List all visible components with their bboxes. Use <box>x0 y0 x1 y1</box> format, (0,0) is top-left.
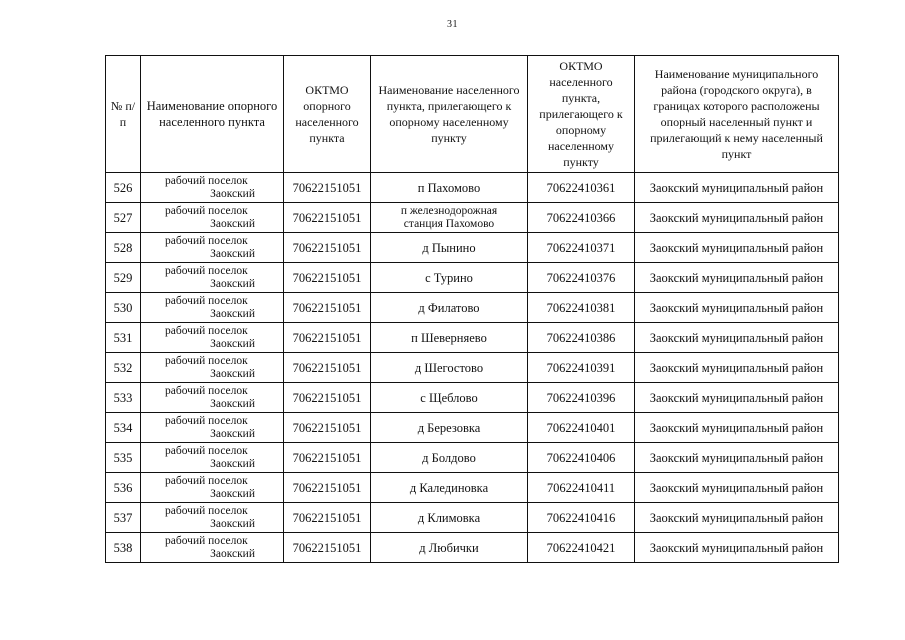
row-number: 527 <box>106 203 141 233</box>
adjacent-settlement: с Щеблово <box>371 383 528 413</box>
support-settlement-type: рабочий поселок <box>165 204 248 217</box>
support-oktmo: 70622151051 <box>284 383 371 413</box>
support-settlement-cell <box>141 233 284 263</box>
support-oktmo: 70622151051 <box>284 533 371 563</box>
district-name: Заокский муниципальный район <box>635 233 839 263</box>
adjacent-settlement: д Филатово <box>371 293 528 323</box>
district-name: Заокский муниципальный район <box>635 293 839 323</box>
adjacent-oktmo: 70622410361 <box>528 173 635 203</box>
support-settlement-name: Заокский <box>210 547 255 560</box>
support-oktmo: 70622151051 <box>284 323 371 353</box>
adjacent-settlement-line1: п железнодорожная <box>400 204 498 217</box>
district-name: Заокский муниципальный район <box>635 323 839 353</box>
support-settlement-type: рабочий поселок <box>165 264 248 277</box>
adjacent-settlement: д Болдово <box>371 443 528 473</box>
support-settlement-type: рабочий поселок <box>165 384 248 397</box>
header-support-settlement: Наименование опорного населенного пункта <box>141 56 284 173</box>
support-oktmo: 70622151051 <box>284 353 371 383</box>
support-settlement-name: Заокский <box>210 247 255 260</box>
support-settlement-cell <box>141 293 284 323</box>
header-district: Наименование муниципального района (городского округа), в границах которого расположены опорный населенный пункт и прилегающий к нему населенный пункт <box>635 56 839 173</box>
support-settlement-cell <box>141 353 284 383</box>
adjacent-settlement: д Калединовка <box>371 473 528 503</box>
row-number: 536 <box>106 473 141 503</box>
adjacent-oktmo: 70622410366 <box>528 203 635 233</box>
district-name: Заокский муниципальный район <box>635 443 839 473</box>
support-settlement-cell <box>141 443 284 473</box>
support-settlement-name: Заокский <box>210 457 255 470</box>
support-settlement-name: Заокский <box>210 307 255 320</box>
header-row <box>106 56 839 173</box>
table-row <box>106 353 839 383</box>
support-settlement-name: Заокский <box>210 277 255 290</box>
support-settlement-type: рабочий поселок <box>165 174 248 187</box>
row-number: 529 <box>106 263 141 293</box>
row-number: 530 <box>106 293 141 323</box>
table-row <box>106 233 839 263</box>
support-settlement-type: рабочий поселок <box>165 474 248 487</box>
support-settlement-name: Заокский <box>210 217 255 230</box>
table-row <box>106 443 839 473</box>
adjacent-oktmo: 70622410406 <box>528 443 635 473</box>
support-settlement-cell <box>141 263 284 293</box>
settlements-table <box>105 55 839 563</box>
adjacent-oktmo: 70622410416 <box>528 503 635 533</box>
table-row <box>106 293 839 323</box>
support-settlement-name: Заокский <box>210 487 255 500</box>
adjacent-settlement <box>371 203 528 233</box>
adjacent-settlement: п Шеверняево <box>371 323 528 353</box>
district-name: Заокский муниципальный район <box>635 533 839 563</box>
adjacent-settlement: д Климовка <box>371 503 528 533</box>
support-oktmo: 70622151051 <box>284 263 371 293</box>
adjacent-settlement: д Любички <box>371 533 528 563</box>
support-settlement-name: Заокский <box>210 427 255 440</box>
support-settlement-cell <box>141 173 284 203</box>
table-row <box>106 533 839 563</box>
row-number: 534 <box>106 413 141 443</box>
adjacent-oktmo: 70622410391 <box>528 353 635 383</box>
support-settlement-type: рабочий поселок <box>165 504 248 517</box>
row-number: 532 <box>106 353 141 383</box>
header-adjacent-oktmo: ОКТМО населенного пункта, прилегающего к опорному населенному пункту <box>528 56 635 173</box>
support-settlement-name: Заокский <box>210 397 255 410</box>
adjacent-oktmo: 70622410421 <box>528 533 635 563</box>
row-number: 538 <box>106 533 141 563</box>
row-number: 535 <box>106 443 141 473</box>
support-oktmo: 70622151051 <box>284 203 371 233</box>
support-settlement-type: рабочий поселок <box>165 324 248 337</box>
support-settlement-cell <box>141 323 284 353</box>
header-number: № п/п <box>106 56 141 173</box>
support-settlement-cell <box>141 413 284 443</box>
support-oktmo: 70622151051 <box>284 443 371 473</box>
adjacent-oktmo: 70622410396 <box>528 383 635 413</box>
adjacent-oktmo: 70622410401 <box>528 413 635 443</box>
table-row <box>106 383 839 413</box>
support-settlement-name: Заокский <box>210 517 255 530</box>
table-row <box>106 503 839 533</box>
support-oktmo: 70622151051 <box>284 173 371 203</box>
district-name: Заокский муниципальный район <box>635 473 839 503</box>
table-row <box>106 203 839 233</box>
support-settlement-name: Заокский <box>210 337 255 350</box>
support-settlement-name: Заокский <box>210 187 255 200</box>
support-settlement-cell <box>141 533 284 563</box>
row-number: 531 <box>106 323 141 353</box>
support-settlement-type: рабочий поселок <box>165 294 248 307</box>
adjacent-settlement: д Шегостово <box>371 353 528 383</box>
row-number: 528 <box>106 233 141 263</box>
table-row <box>106 263 839 293</box>
table-row <box>106 323 839 353</box>
district-name: Заокский муниципальный район <box>635 203 839 233</box>
adjacent-oktmo: 70622410381 <box>528 293 635 323</box>
support-settlement-type: рабочий поселок <box>165 234 248 247</box>
adjacent-settlement: с Турино <box>371 263 528 293</box>
support-settlement-type: рабочий поселок <box>165 414 248 427</box>
adjacent-oktmo: 70622410411 <box>528 473 635 503</box>
row-number: 533 <box>106 383 141 413</box>
adjacent-settlement: д Березовка <box>371 413 528 443</box>
support-settlement-name: Заокский <box>210 367 255 380</box>
support-oktmo: 70622151051 <box>284 413 371 443</box>
table-row <box>106 413 839 443</box>
support-oktmo: 70622151051 <box>284 473 371 503</box>
district-name: Заокский муниципальный район <box>635 383 839 413</box>
table-body <box>106 173 839 563</box>
district-name: Заокский муниципальный район <box>635 503 839 533</box>
page-number: 31 <box>447 19 458 30</box>
adjacent-settlement: д Пынино <box>371 233 528 263</box>
adjacent-oktmo: 70622410386 <box>528 323 635 353</box>
header-adjacent-settlement: Наименование населенного пункта, прилегающего к опорному населенному пункту <box>371 56 528 173</box>
header-support-oktmo: ОКТМО опорного населенного пункта <box>284 56 371 173</box>
row-number: 526 <box>106 173 141 203</box>
table-header <box>106 56 839 173</box>
support-settlement-type: рабочий поселок <box>165 444 248 457</box>
district-name: Заокский муниципальный район <box>635 263 839 293</box>
district-name: Заокский муниципальный район <box>635 353 839 383</box>
table-row <box>106 473 839 503</box>
support-oktmo: 70622151051 <box>284 503 371 533</box>
support-oktmo: 70622151051 <box>284 293 371 323</box>
adjacent-settlement: п Пахомово <box>371 173 528 203</box>
adjacent-oktmo: 70622410376 <box>528 263 635 293</box>
table-row <box>106 173 839 203</box>
support-settlement-cell <box>141 503 284 533</box>
row-number: 537 <box>106 503 141 533</box>
district-name: Заокский муниципальный район <box>635 413 839 443</box>
support-oktmo: 70622151051 <box>284 233 371 263</box>
district-name: Заокский муниципальный район <box>635 173 839 203</box>
support-settlement-type: рабочий поселок <box>165 534 248 547</box>
support-settlement-cell <box>141 383 284 413</box>
support-settlement-cell <box>141 473 284 503</box>
support-settlement-type: рабочий поселок <box>165 354 248 367</box>
adjacent-oktmo: 70622410371 <box>528 233 635 263</box>
adjacent-settlement-line2: станция Пахомово <box>403 217 495 230</box>
support-settlement-cell <box>141 203 284 233</box>
